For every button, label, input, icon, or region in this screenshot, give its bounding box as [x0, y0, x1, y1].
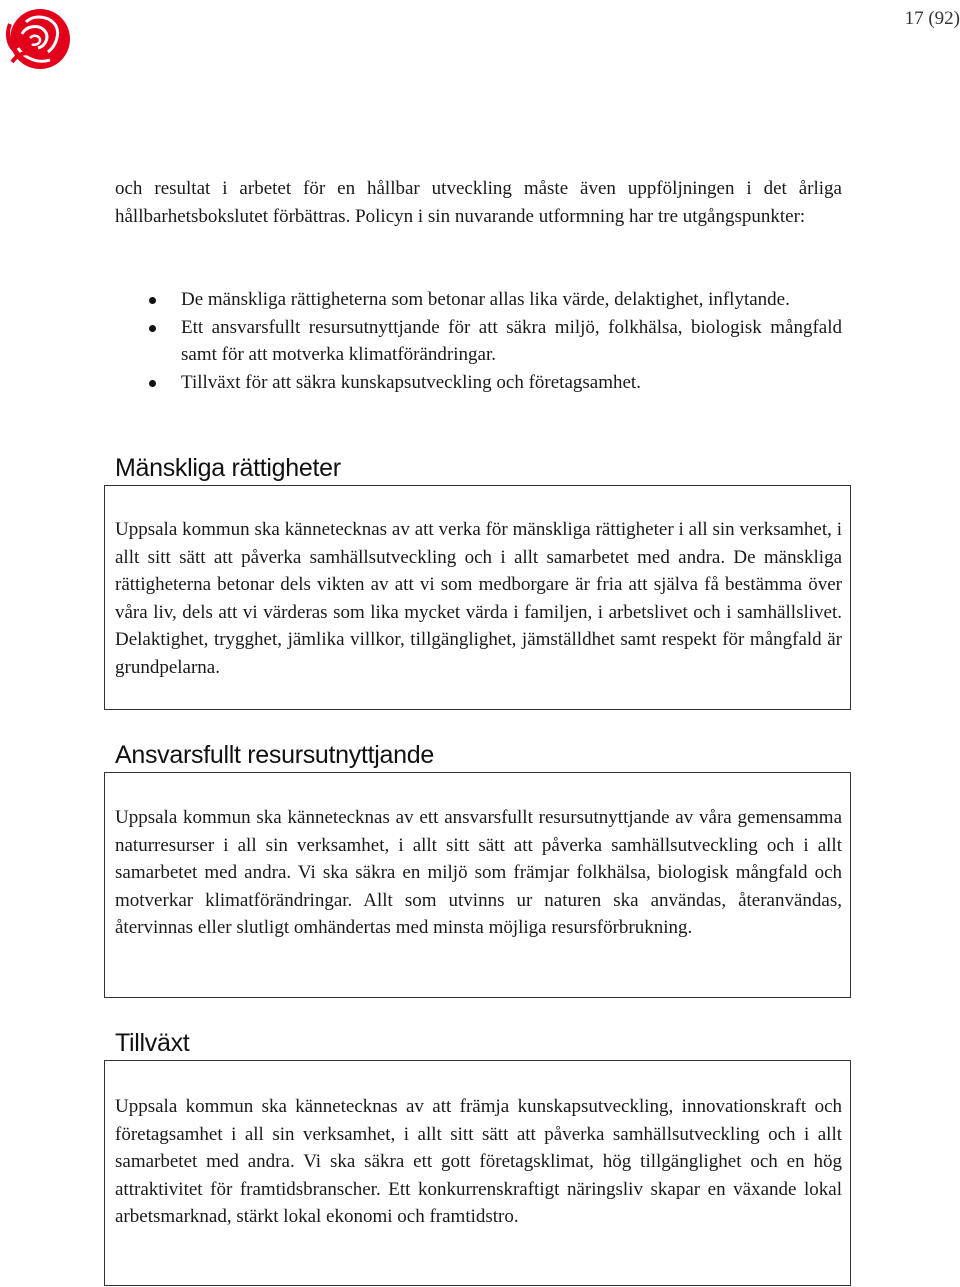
section-body: Uppsala kommun ska kännetecknas av att främja kunskapsutveckling, innovationskraft och företagsamhet i all sin verksamhet, i allt sitt sätt att påverka samhällsutveckling och i allt samarbetet med andra. Vi ska säkra ett gott företagsklimat, hög tillgänglighet och en hög attraktivitet för framtidsbranscher. Ett konkurrenskraftigt näringsliv skapar en växande lokal arbetsmarknad, stärkt lokal ekonomi och framtidstro.	[115, 1096, 842, 1228]
bullet-item: Ett ansvarsfullt resursutnyttjande för att säkra miljö, folkhälsa, biologisk mångfald samt för att motverka klimatförändringar.	[115, 314, 842, 369]
rose-logo-icon	[4, 4, 70, 72]
section-body: Uppsala kommun ska kännetecknas av ett ansvarsfullt resursutnyttjande av våra gemensamma naturresurser i all sin verksamhet, i allt sitt sätt att påverka samhällsutveckling och i allt samarbetet med andra. Vi ska säkra en miljö som främjar folkhälsa, biologisk mångfald och motverkar klimatförändringar. Allt som utvinns ur naturen ska användas, återanvändas, återvinnas eller slutligt omhändertas med minsta möjliga resursförbrukning.	[115, 807, 842, 939]
section-box-human-rights	[104, 485, 851, 710]
bullet-item: De mänskliga rättigheterna som betonar allas lika värde, delaktighet, inflytande.	[115, 286, 842, 314]
section-box-resources	[104, 772, 851, 998]
section-body: Uppsala kommun ska kännetecknas av att verka för mänskliga rättigheter i all sin verksamhet, i allt sitt sätt att påverka samhällsutveckling och i allt samarbetet med andra. De mänskliga rättigheterna betonar dels vikten av att vi som medborgare är fria att själva få bestämma över våra liv, dels att vi värderas som lika mycket värda i familjen, i arbetslivet och i samhällslivet. Delaktighet, trygghet, jämlika villkor, tillgänglighet, jämställdhet samt respekt för mångfald är grundpelarna.	[115, 519, 842, 678]
bullet-item: Tillväxt för att säkra kunskapsutveckling och företagsamhet.	[115, 369, 842, 397]
page-number: 17 (92)	[904, 8, 960, 29]
section-box-growth	[104, 1060, 851, 1286]
section-heading-growth: Tillväxt	[115, 1029, 190, 1057]
intro-paragraph: och resultat i arbetet för en hållbar utveckling måste även uppföljningen i det årliga hållbarhetsbokslutet förbättras. Policyn i sin nuvarande utformning har tre utgångspunkter:	[115, 178, 842, 227]
bullet-list	[115, 286, 842, 396]
section-heading-resources: Ansvarsfullt resursutnyttjande	[115, 741, 434, 769]
section-heading-human-rights: Mänskliga rättigheter	[115, 454, 341, 482]
